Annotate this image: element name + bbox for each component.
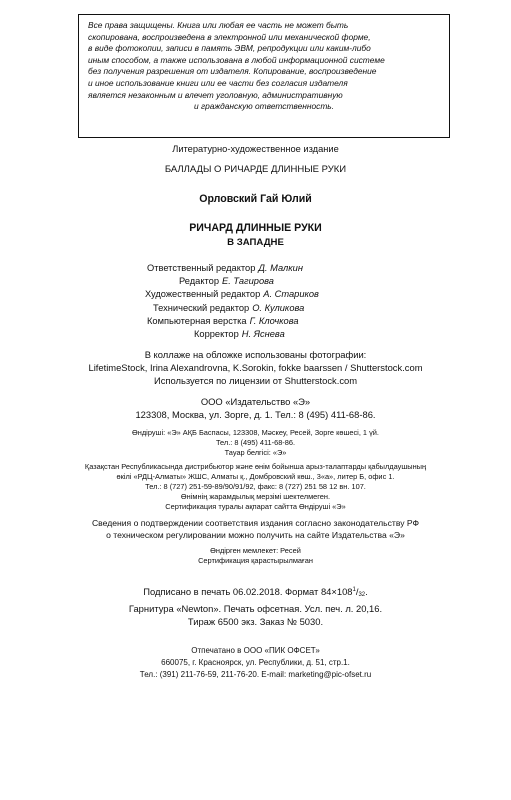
origin-line: Сертификация қарастырылмаған	[198, 556, 313, 565]
credit-role: Художественный редактор	[145, 289, 261, 300]
credit-row	[145, 262, 319, 275]
credit-name: Н. Яснева	[241, 329, 285, 340]
cert-line: о техническом регулировании можно получить на сайте Издательства «Э»	[106, 530, 405, 540]
kz-line: Тауар белгісі: «Э»	[224, 448, 287, 457]
credit-row	[145, 275, 319, 288]
credit-role: Ответственный редактор	[147, 263, 256, 273]
printer-line: 660075, г. Красноярск, ул. Республики, д. 51, стр.1.	[161, 658, 350, 667]
copyright-line: и иное использование книги или ее части без согласия издателя	[88, 77, 348, 88]
printer-line: Отпечатано в ООО «ПИК ОФСЕТ»	[191, 646, 320, 655]
credit-role: Компьютерная верстка	[147, 315, 247, 326]
print-line-1: Подписано в печать 06.02.2018. Формат $84\times 108^1/_{32}$.	[143, 586, 368, 598]
printer-line: Тел.: (391) 211-76-59, 211-76-20. E-mail: marketing@pic-ofset.ru	[139, 670, 372, 679]
kz-manufacturer-info	[0, 428, 511, 458]
format-fraction-numerator: 1	[352, 587, 356, 593]
print-line-2: Гарнитура «Newton». Печать офсетная. Усл. печ. л. 20,16.	[128, 603, 383, 614]
publisher-line: 123308, Москва, ул. Зорге, д. 1. Тел.: 8 (495) 411-68-86.	[135, 409, 376, 420]
kz-line: Сертификация туралы ақпарат сайтта Өндіруші «Э»	[165, 502, 346, 511]
copyright-line: Все права защищены. Книга или любая ее часть не может быть	[88, 20, 349, 30]
copyright-line: является незаконным и влечет уголовную, административную	[88, 89, 343, 100]
kz-line: өкілі «РДЦ-Алматы» ЖШС, Алматы қ., Домбровский көш., 3«а», литер Б, офис 1.	[116, 472, 395, 481]
publisher-info	[0, 395, 511, 421]
copyright-line: иным способом, а также использована в любой информационной системе	[88, 54, 385, 65]
credits-list	[145, 262, 319, 341]
copyright-line: и гражданскую ответственность.	[193, 101, 335, 112]
copyright-line: в виде фотокопии, записи в память ЭВМ, репродукции или каким-либо	[88, 43, 371, 54]
credit-row	[145, 288, 319, 301]
credit-row	[145, 302, 319, 315]
credit-role: Технический редактор	[153, 302, 250, 313]
kz-line: Өнімнің жарамдылық мерзімі шектелмеген.	[180, 492, 331, 501]
kz-line: Тел.: 8 (727) 251-59-89/90/91/92, факс: 8 (727) 251 58 12 вн. 107.	[145, 482, 366, 491]
kz-line: Өндіруші: «Э» АҚБ Баспасы, 123308, Мәскеу, Ресей, Зорге көшесі, 1 үй.	[132, 428, 379, 437]
print-format-text: Подписано в печать 06.02.2018. Формат 84×108	[143, 586, 353, 597]
credit-row	[145, 328, 319, 341]
kz-line: Қазақстан Республикасында дистрибьютор және өнім бойынша арыз-талаптарды қабылдаушының	[84, 462, 427, 471]
cover-photo-credits	[0, 348, 511, 387]
author-name: Орловский Гай Юлий	[199, 193, 312, 205]
credit-role: Редактор	[179, 276, 220, 287]
credit-row	[145, 315, 319, 328]
credit-name: О. Куликова	[252, 302, 305, 313]
print-format-suffix: .	[365, 586, 368, 597]
certification-info	[0, 517, 511, 541]
credit-name: Е. Тагирова	[222, 276, 274, 287]
photo-credit-line: В коллаже на обложке использованы фотографии:	[144, 349, 367, 360]
photo-credit-line: LifetimeStock, Irina Alexandrovna, K.Sorokin, fokke baarssen / Shutterstock.com	[88, 362, 423, 373]
book-subtitle: В ЗАПАДНЕ	[227, 237, 284, 248]
origin-info	[0, 546, 511, 566]
copyright-line: без получения разрешения от издателя. Копирование, воспроизведение	[88, 66, 377, 77]
kz-line: Тел.: 8 (495) 411-68-86.	[215, 438, 296, 447]
photo-credit-line: Используется по лицензии от Shutterstock.com	[153, 375, 358, 386]
printer-info	[0, 645, 511, 681]
print-info	[0, 584, 511, 628]
book-title: РИЧАРД ДЛИННЫЕ РУКИ	[189, 222, 322, 234]
copyright-line: скопирована, воспроизведена в электронной или механической форме,	[88, 31, 371, 42]
series-title: БАЛЛАДЫ О РИЧАРДЕ ДЛИННЫЕ РУКИ	[164, 164, 347, 175]
copyright-notice	[78, 14, 450, 138]
edition-type: Литературно-художественное издание	[172, 144, 339, 154]
credit-role: Корректор	[194, 329, 239, 340]
credit-name: Г. Клочкова	[249, 315, 299, 326]
format-fraction-denominator: 32	[358, 592, 366, 598]
print-line-3: Тираж 6500 экз. Заказ № 5030.	[187, 616, 324, 627]
credit-name: Д. Малкин	[258, 263, 303, 273]
origin-line: Өндірген мемлекет: Ресей	[210, 546, 301, 555]
kz-distributor-info	[0, 462, 511, 512]
credit-name: А. Стариков	[263, 289, 319, 300]
cert-line: Сведения о подтверждении соответствия издания согласно законодательству РФ	[91, 518, 420, 528]
publisher-line: ООО «Издательство «Э»	[200, 396, 311, 407]
